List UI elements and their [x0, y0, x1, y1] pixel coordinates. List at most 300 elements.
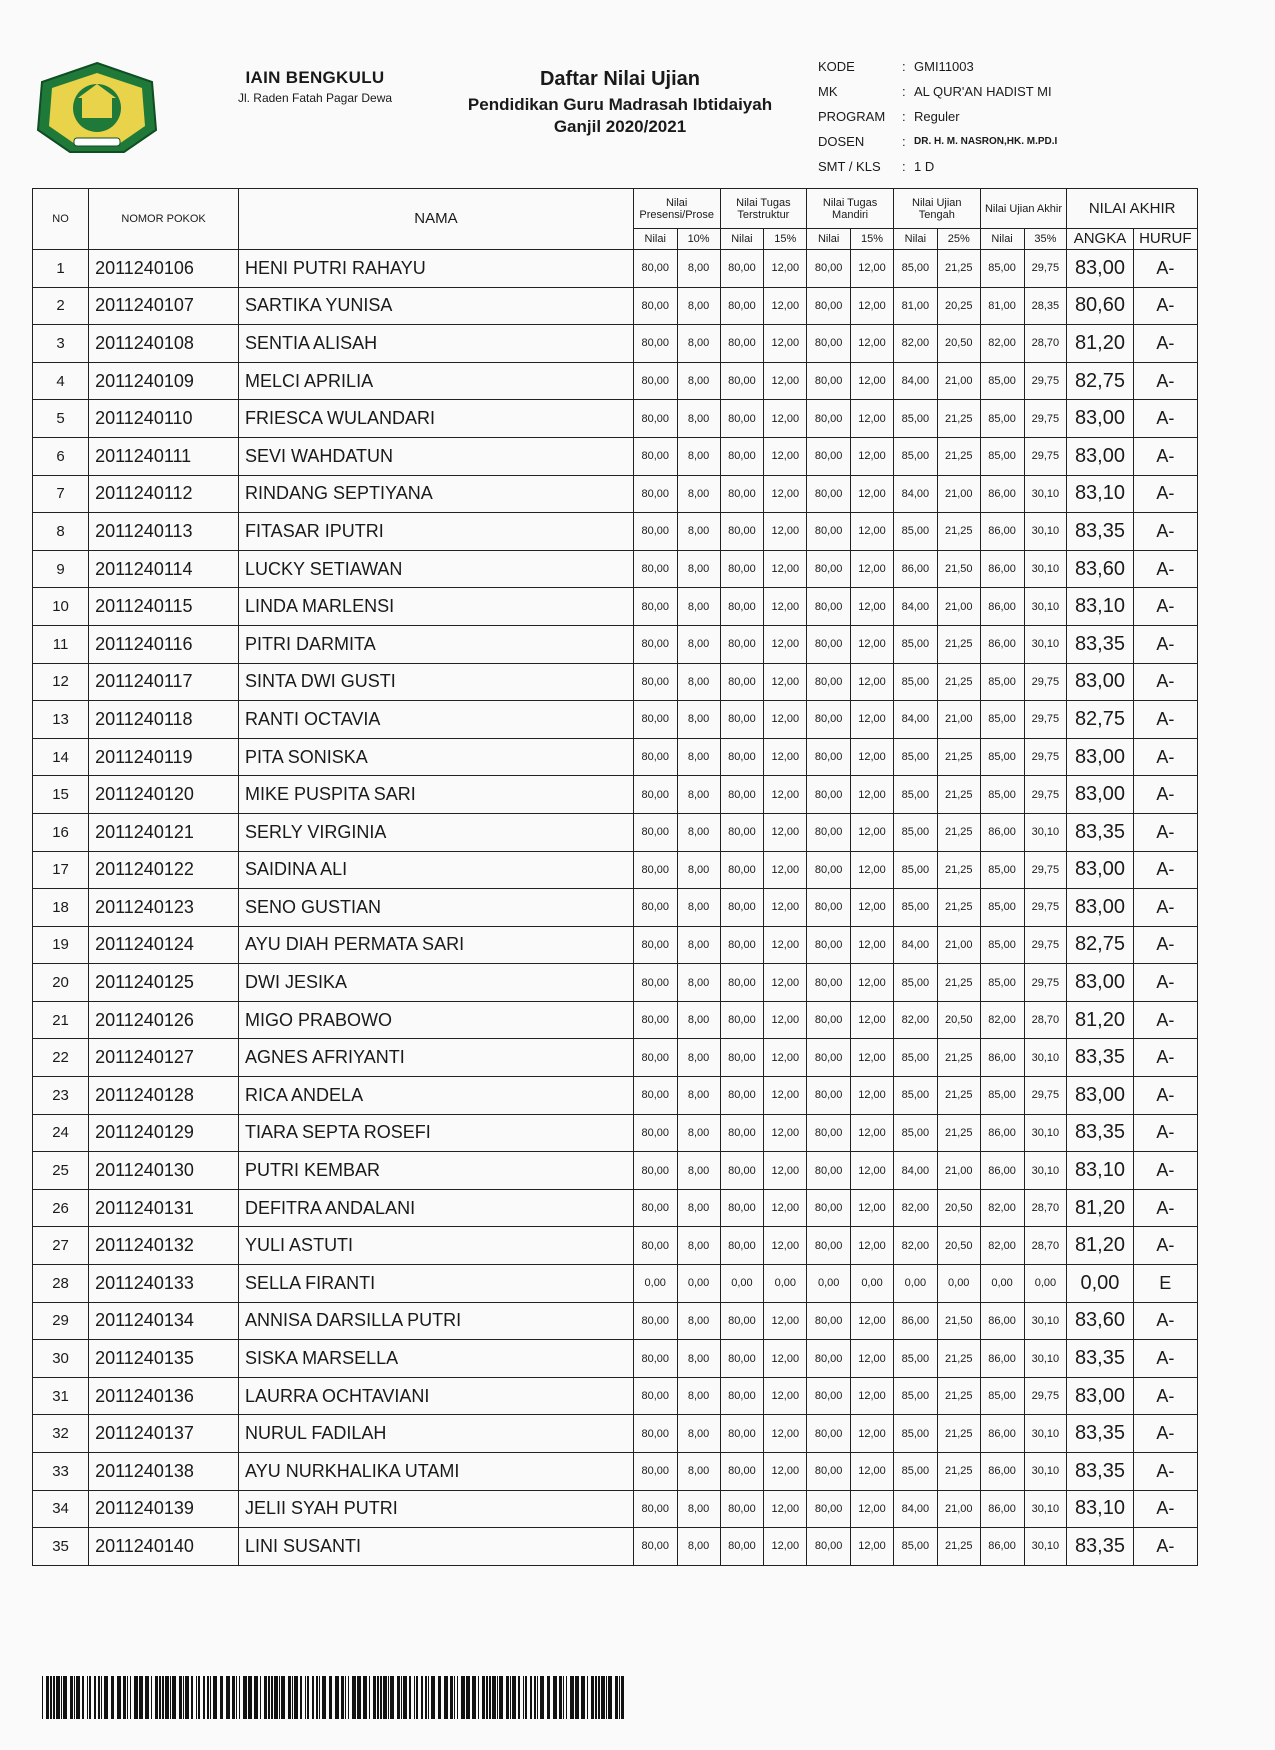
row-angka: 80,60 [1067, 287, 1133, 325]
row-mandiri-15: 12,00 [851, 362, 894, 400]
row-uas-nilai: 86,00 [980, 1302, 1024, 1340]
row-uts-25: 21,25 [937, 1415, 980, 1453]
meta-label: MK [818, 84, 838, 99]
row-nama: SAIDINA ALI [239, 851, 634, 889]
row-uts-25: 21,25 [937, 1077, 980, 1115]
table-row [33, 625, 1198, 663]
row-uts-25: 0,00 [937, 1265, 980, 1303]
row-uts-nilai: 85,00 [893, 1528, 937, 1566]
row-uas-35: 30,10 [1024, 1039, 1067, 1077]
row-angka: 82,75 [1067, 926, 1133, 964]
row-terstruktur-nilai: 80,00 [720, 851, 764, 889]
table-row [33, 287, 1198, 325]
row-mandiri-15: 12,00 [851, 813, 894, 851]
row-angka: 83,00 [1067, 964, 1133, 1002]
row-nama: HENI PUTRI RAHAYU [239, 250, 634, 288]
row-mandiri-15: 12,00 [851, 1415, 894, 1453]
row-terstruktur-15: 12,00 [764, 889, 807, 927]
row-presensi-nilai: 80,00 [633, 1340, 677, 1378]
row-uas-nilai: 85,00 [980, 437, 1024, 475]
row-uas-nilai: 86,00 [980, 1152, 1024, 1190]
row-angka: 83,10 [1067, 588, 1133, 626]
row-terstruktur-nilai: 80,00 [720, 1152, 764, 1190]
row-uas-nilai: 86,00 [980, 588, 1024, 626]
row-uts-nilai: 0,00 [893, 1265, 937, 1303]
row-mandiri-15: 12,00 [851, 1114, 894, 1152]
row-mandiri-nilai: 80,00 [807, 475, 851, 513]
table-row [33, 1265, 1198, 1303]
table-row [33, 1415, 1198, 1453]
row-no: 31 [33, 1377, 89, 1415]
row-nama: LINDA MARLENSI [239, 588, 634, 626]
row-nama: SARTIKA YUNISA [239, 287, 634, 325]
row-terstruktur-nilai: 80,00 [720, 588, 764, 626]
table-row [33, 588, 1198, 626]
row-presensi-nilai: 0,00 [633, 1265, 677, 1303]
row-mandiri-15: 12,00 [851, 1077, 894, 1115]
row-uas-35: 30,10 [1024, 1415, 1067, 1453]
row-uts-25: 21,50 [937, 1302, 980, 1340]
row-no: 26 [33, 1189, 89, 1227]
row-huruf: A- [1133, 550, 1197, 588]
row-no: 14 [33, 738, 89, 776]
row-presensi-10: 0,00 [677, 1265, 720, 1303]
row-presensi-nilai: 80,00 [633, 964, 677, 1002]
table-row [33, 889, 1198, 927]
row-presensi-10: 8,00 [677, 889, 720, 927]
row-nama: SELLA FIRANTI [239, 1265, 634, 1303]
row-uas-nilai: 85,00 [980, 400, 1024, 438]
row-uts-25: 21,25 [937, 776, 980, 814]
row-presensi-10: 8,00 [677, 250, 720, 288]
row-terstruktur-nilai: 80,00 [720, 701, 764, 739]
row-presensi-nilai: 80,00 [633, 625, 677, 663]
row-terstruktur-15: 12,00 [764, 964, 807, 1002]
row-uts-25: 21,00 [937, 701, 980, 739]
row-no: 15 [33, 776, 89, 814]
row-presensi-10: 8,00 [677, 1415, 720, 1453]
row-presensi-nilai: 80,00 [633, 1302, 677, 1340]
row-presensi-nilai: 80,00 [633, 287, 677, 325]
institution-block [205, 68, 425, 105]
row-uas-nilai: 86,00 [980, 625, 1024, 663]
row-uas-35: 30,10 [1024, 813, 1067, 851]
table-row [33, 1227, 1198, 1265]
row-uas-35: 29,75 [1024, 1077, 1067, 1115]
row-angka: 82,75 [1067, 362, 1133, 400]
row-no: 33 [33, 1453, 89, 1491]
row-uas-35: 29,75 [1024, 926, 1067, 964]
row-nomor-pokok: 2011240132 [89, 1227, 239, 1265]
table-row [33, 1302, 1198, 1340]
row-uas-nilai: 86,00 [980, 550, 1024, 588]
row-presensi-10: 8,00 [677, 926, 720, 964]
row-huruf: A- [1133, 1528, 1197, 1566]
row-huruf: A- [1133, 1415, 1197, 1453]
row-uas-nilai: 85,00 [980, 250, 1024, 288]
row-no: 30 [33, 1340, 89, 1378]
row-no: 1 [33, 250, 89, 288]
table-row [33, 1490, 1198, 1528]
row-nama: LAURRA OCHTAVIANI [239, 1377, 634, 1415]
col-group-nilai-akhir: NILAI AKHIR [1067, 189, 1198, 229]
row-presensi-nilai: 80,00 [633, 1039, 677, 1077]
table-row [33, 1114, 1198, 1152]
row-uts-nilai: 84,00 [893, 475, 937, 513]
row-angka: 83,35 [1067, 1340, 1133, 1378]
row-huruf: A- [1133, 926, 1197, 964]
row-presensi-nilai: 80,00 [633, 550, 677, 588]
row-uts-25: 21,00 [937, 926, 980, 964]
col-header-no: NO [33, 189, 89, 250]
row-terstruktur-nilai: 80,00 [720, 776, 764, 814]
row-nama: MIGO PRABOWO [239, 1001, 634, 1039]
row-nama: NURUL FADILAH [239, 1415, 634, 1453]
row-uts-nilai: 86,00 [893, 550, 937, 588]
row-uts-nilai: 85,00 [893, 250, 937, 288]
row-angka: 81,20 [1067, 1001, 1133, 1039]
table-row [33, 362, 1198, 400]
table-row [33, 550, 1198, 588]
sub-header-nilai: Nilai [807, 229, 851, 250]
row-no: 4 [33, 362, 89, 400]
table-row [33, 1189, 1198, 1227]
row-nama: FRIESCA WULANDARI [239, 400, 634, 438]
row-uts-nilai: 86,00 [893, 1302, 937, 1340]
row-terstruktur-15: 12,00 [764, 550, 807, 588]
row-nama: PITRI DARMITA [239, 625, 634, 663]
sub-header-angka: ANGKA [1067, 229, 1133, 250]
row-terstruktur-nilai: 80,00 [720, 1490, 764, 1528]
row-uts-nilai: 85,00 [893, 851, 937, 889]
row-nama: AYU DIAH PERMATA SARI [239, 926, 634, 964]
row-mandiri-nilai: 80,00 [807, 513, 851, 551]
row-nomor-pokok: 2011240130 [89, 1152, 239, 1190]
row-uts-25: 21,00 [937, 362, 980, 400]
row-huruf: A- [1133, 400, 1197, 438]
row-mandiri-15: 12,00 [851, 663, 894, 701]
row-mandiri-15: 12,00 [851, 1453, 894, 1491]
row-uts-nilai: 85,00 [893, 776, 937, 814]
sub-header-percent: 35% [1024, 229, 1067, 250]
row-uts-25: 21,25 [937, 964, 980, 1002]
row-uts-25: 21,50 [937, 550, 980, 588]
row-nama: AYU NURKHALIKA UTAMI [239, 1453, 634, 1491]
row-terstruktur-nilai: 80,00 [720, 1077, 764, 1115]
row-angka: 83,35 [1067, 1039, 1133, 1077]
row-mandiri-15: 12,00 [851, 1377, 894, 1415]
row-uts-25: 20,50 [937, 1189, 980, 1227]
row-presensi-nilai: 80,00 [633, 776, 677, 814]
row-terstruktur-15: 12,00 [764, 1340, 807, 1378]
row-uas-35: 0,00 [1024, 1265, 1067, 1303]
row-terstruktur-nilai: 80,00 [720, 813, 764, 851]
row-nomor-pokok: 2011240111 [89, 437, 239, 475]
row-nomor-pokok: 2011240121 [89, 813, 239, 851]
row-mandiri-15: 12,00 [851, 1039, 894, 1077]
row-mandiri-15: 12,00 [851, 1490, 894, 1528]
row-uts-nilai: 84,00 [893, 1490, 937, 1528]
row-nama: TIARA SEPTA ROSEFI [239, 1114, 634, 1152]
row-huruf: A- [1133, 1377, 1197, 1415]
table-row [33, 738, 1198, 776]
row-uts-nilai: 85,00 [893, 1453, 937, 1491]
row-uts-25: 21,25 [937, 400, 980, 438]
row-angka: 83,00 [1067, 1077, 1133, 1115]
row-terstruktur-15: 12,00 [764, 588, 807, 626]
row-no: 13 [33, 701, 89, 739]
row-uas-nilai: 85,00 [980, 362, 1024, 400]
row-nomor-pokok: 2011240140 [89, 1528, 239, 1566]
row-mandiri-15: 12,00 [851, 1001, 894, 1039]
row-terstruktur-nilai: 80,00 [720, 287, 764, 325]
row-terstruktur-15: 12,00 [764, 776, 807, 814]
row-huruf: A- [1133, 1453, 1197, 1491]
row-uts-25: 21,25 [937, 813, 980, 851]
row-presensi-nilai: 80,00 [633, 1077, 677, 1115]
row-uts-25: 21,25 [937, 663, 980, 701]
row-no: 9 [33, 550, 89, 588]
row-uts-25: 21,25 [937, 738, 980, 776]
row-presensi-10: 8,00 [677, 964, 720, 1002]
row-mandiri-15: 12,00 [851, 287, 894, 325]
col-group-ujian-akhir: Nilai Ujian Akhir [980, 189, 1067, 229]
row-uts-nilai: 85,00 [893, 738, 937, 776]
meta-value: GMI11003 [914, 59, 974, 74]
row-terstruktur-15: 12,00 [764, 362, 807, 400]
row-mandiri-nilai: 80,00 [807, 1001, 851, 1039]
row-nama: JELII SYAH PUTRI [239, 1490, 634, 1528]
row-uts-nilai: 84,00 [893, 588, 937, 626]
row-huruf: A- [1133, 851, 1197, 889]
row-mandiri-nilai: 80,00 [807, 250, 851, 288]
row-terstruktur-15: 12,00 [764, 1189, 807, 1227]
row-presensi-10: 8,00 [677, 588, 720, 626]
row-angka: 83,35 [1067, 1453, 1133, 1491]
row-uts-25: 21,25 [937, 1377, 980, 1415]
row-huruf: A- [1133, 325, 1197, 363]
row-uas-35: 28,70 [1024, 1189, 1067, 1227]
row-mandiri-nilai: 80,00 [807, 1415, 851, 1453]
row-nomor-pokok: 2011240129 [89, 1114, 239, 1152]
row-uts-25: 21,00 [937, 588, 980, 626]
row-presensi-10: 8,00 [677, 738, 720, 776]
row-nama: SISKA MARSELLA [239, 1340, 634, 1378]
row-presensi-10: 8,00 [677, 663, 720, 701]
row-angka: 83,00 [1067, 738, 1133, 776]
course-meta [818, 54, 1057, 179]
table-row [33, 1152, 1198, 1190]
row-presensi-nilai: 80,00 [633, 1490, 677, 1528]
sub-header-nilai: Nilai [633, 229, 677, 250]
row-presensi-nilai: 80,00 [633, 1377, 677, 1415]
row-uas-35: 30,10 [1024, 625, 1067, 663]
row-nomor-pokok: 2011240124 [89, 926, 239, 964]
row-mandiri-nilai: 80,00 [807, 362, 851, 400]
table-row [33, 1077, 1198, 1115]
row-uas-nilai: 86,00 [980, 1453, 1024, 1491]
row-huruf: E [1133, 1265, 1197, 1303]
row-no: 20 [33, 964, 89, 1002]
row-nomor-pokok: 2011240123 [89, 889, 239, 927]
table-row [33, 776, 1198, 814]
row-presensi-10: 8,00 [677, 813, 720, 851]
row-uts-nilai: 85,00 [893, 964, 937, 1002]
row-presensi-10: 8,00 [677, 475, 720, 513]
row-mandiri-15: 12,00 [851, 1528, 894, 1566]
row-terstruktur-15: 12,00 [764, 926, 807, 964]
row-nama: RINDANG SEPTIYANA [239, 475, 634, 513]
row-nama: FITASAR IPUTRI [239, 513, 634, 551]
institution-address: Jl. Raden Fatah Pagar Dewa [237, 91, 393, 105]
row-uas-35: 29,75 [1024, 362, 1067, 400]
row-uas-35: 29,75 [1024, 964, 1067, 1002]
row-nomor-pokok: 2011240114 [89, 550, 239, 588]
row-uas-nilai: 82,00 [980, 1227, 1024, 1265]
row-no: 10 [33, 588, 89, 626]
row-uts-25: 21,25 [937, 1528, 980, 1566]
row-presensi-nilai: 80,00 [633, 926, 677, 964]
row-terstruktur-nilai: 80,00 [720, 1453, 764, 1491]
row-huruf: A- [1133, 1227, 1197, 1265]
row-nomor-pokok: 2011240135 [89, 1340, 239, 1378]
row-angka: 83,10 [1067, 1152, 1133, 1190]
row-terstruktur-nilai: 80,00 [720, 475, 764, 513]
row-angka: 83,35 [1067, 513, 1133, 551]
row-no: 24 [33, 1114, 89, 1152]
row-mandiri-nilai: 80,00 [807, 663, 851, 701]
row-angka: 83,00 [1067, 1377, 1133, 1415]
row-uts-nilai: 85,00 [893, 400, 937, 438]
row-uts-25: 21,25 [937, 889, 980, 927]
row-no: 6 [33, 437, 89, 475]
row-no: 25 [33, 1152, 89, 1190]
row-huruf: A- [1133, 1340, 1197, 1378]
row-mandiri-nilai: 80,00 [807, 1189, 851, 1227]
row-uas-nilai: 85,00 [980, 926, 1024, 964]
row-presensi-nilai: 80,00 [633, 1415, 677, 1453]
row-presensi-10: 8,00 [677, 1077, 720, 1115]
row-no: 22 [33, 1039, 89, 1077]
row-terstruktur-nilai: 80,00 [720, 1189, 764, 1227]
row-no: 28 [33, 1265, 89, 1303]
table-row [33, 1340, 1198, 1378]
row-nama: ANNISA DARSILLA PUTRI [239, 1302, 634, 1340]
row-presensi-nilai: 80,00 [633, 738, 677, 776]
meta-value: DR. H. M. NASRON,HK. M.PD.I [914, 136, 1058, 147]
row-mandiri-15: 12,00 [851, 588, 894, 626]
row-uas-nilai: 85,00 [980, 1377, 1024, 1415]
row-terstruktur-15: 12,00 [764, 625, 807, 663]
row-huruf: A- [1133, 1001, 1197, 1039]
table-row [33, 250, 1198, 288]
row-terstruktur-15: 12,00 [764, 1114, 807, 1152]
row-mandiri-15: 12,00 [851, 1302, 894, 1340]
row-huruf: A- [1133, 1490, 1197, 1528]
row-terstruktur-nilai: 80,00 [720, 250, 764, 288]
table-header [33, 189, 1198, 250]
row-mandiri-nilai: 80,00 [807, 851, 851, 889]
sub-header-nilai: Nilai [720, 229, 764, 250]
row-mandiri-15: 12,00 [851, 550, 894, 588]
row-uts-nilai: 85,00 [893, 1039, 937, 1077]
row-presensi-nilai: 80,00 [633, 663, 677, 701]
row-nomor-pokok: 2011240133 [89, 1265, 239, 1303]
row-presensi-nilai: 80,00 [633, 1453, 677, 1491]
row-uas-nilai: 86,00 [980, 1528, 1024, 1566]
row-presensi-10: 8,00 [677, 851, 720, 889]
row-uts-nilai: 82,00 [893, 1001, 937, 1039]
meta-value: 1 D [914, 159, 935, 174]
row-uts-25: 21,25 [937, 625, 980, 663]
sub-header-percent: 10% [677, 229, 720, 250]
row-presensi-nilai: 80,00 [633, 1001, 677, 1039]
row-mandiri-nilai: 80,00 [807, 776, 851, 814]
row-no: 18 [33, 889, 89, 927]
row-uas-nilai: 86,00 [980, 1114, 1024, 1152]
sub-header-percent: 15% [764, 229, 807, 250]
row-uas-35: 29,75 [1024, 1377, 1067, 1415]
row-uas-nilai: 82,00 [980, 1001, 1024, 1039]
row-angka: 81,20 [1067, 1227, 1133, 1265]
row-uas-35: 30,10 [1024, 1340, 1067, 1378]
meta-label: SMT / KLS [818, 159, 881, 174]
row-terstruktur-nilai: 80,00 [720, 738, 764, 776]
row-nomor-pokok: 2011240137 [89, 1415, 239, 1453]
meta-value: Reguler [914, 109, 960, 124]
row-terstruktur-15: 12,00 [764, 325, 807, 363]
row-terstruktur-15: 12,00 [764, 813, 807, 851]
row-angka: 83,35 [1067, 625, 1133, 663]
row-mandiri-15: 12,00 [851, 1227, 894, 1265]
row-huruf: A- [1133, 964, 1197, 1002]
row-terstruktur-nilai: 80,00 [720, 1377, 764, 1415]
row-no: 21 [33, 1001, 89, 1039]
row-nomor-pokok: 2011240116 [89, 625, 239, 663]
row-terstruktur-nilai: 80,00 [720, 513, 764, 551]
row-huruf: A- [1133, 513, 1197, 551]
table-row [33, 1039, 1198, 1077]
row-terstruktur-15: 12,00 [764, 851, 807, 889]
row-terstruktur-nilai: 80,00 [720, 1114, 764, 1152]
row-angka: 81,20 [1067, 325, 1133, 363]
document-title-block [420, 68, 820, 137]
row-mandiri-15: 12,00 [851, 701, 894, 739]
row-presensi-10: 8,00 [677, 437, 720, 475]
row-uas-nilai: 86,00 [980, 513, 1024, 551]
row-mandiri-nilai: 80,00 [807, 588, 851, 626]
sub-header-percent: 15% [851, 229, 894, 250]
row-nama: SENO GUSTIAN [239, 889, 634, 927]
row-uas-35: 30,10 [1024, 1302, 1067, 1340]
row-mandiri-nilai: 80,00 [807, 437, 851, 475]
row-terstruktur-15: 12,00 [764, 1077, 807, 1115]
row-no: 8 [33, 513, 89, 551]
row-uts-nilai: 85,00 [893, 813, 937, 851]
row-uts-nilai: 82,00 [893, 325, 937, 363]
row-uas-nilai: 85,00 [980, 776, 1024, 814]
sub-header-percent: 25% [937, 229, 980, 250]
row-presensi-nilai: 80,00 [633, 437, 677, 475]
row-angka: 83,00 [1067, 437, 1133, 475]
row-angka: 83,60 [1067, 550, 1133, 588]
row-presensi-10: 8,00 [677, 1189, 720, 1227]
row-presensi-nilai: 80,00 [633, 400, 677, 438]
row-nomor-pokok: 2011240112 [89, 475, 239, 513]
row-terstruktur-15: 12,00 [764, 400, 807, 438]
row-uas-35: 28,70 [1024, 1001, 1067, 1039]
row-mandiri-nilai: 80,00 [807, 1152, 851, 1190]
